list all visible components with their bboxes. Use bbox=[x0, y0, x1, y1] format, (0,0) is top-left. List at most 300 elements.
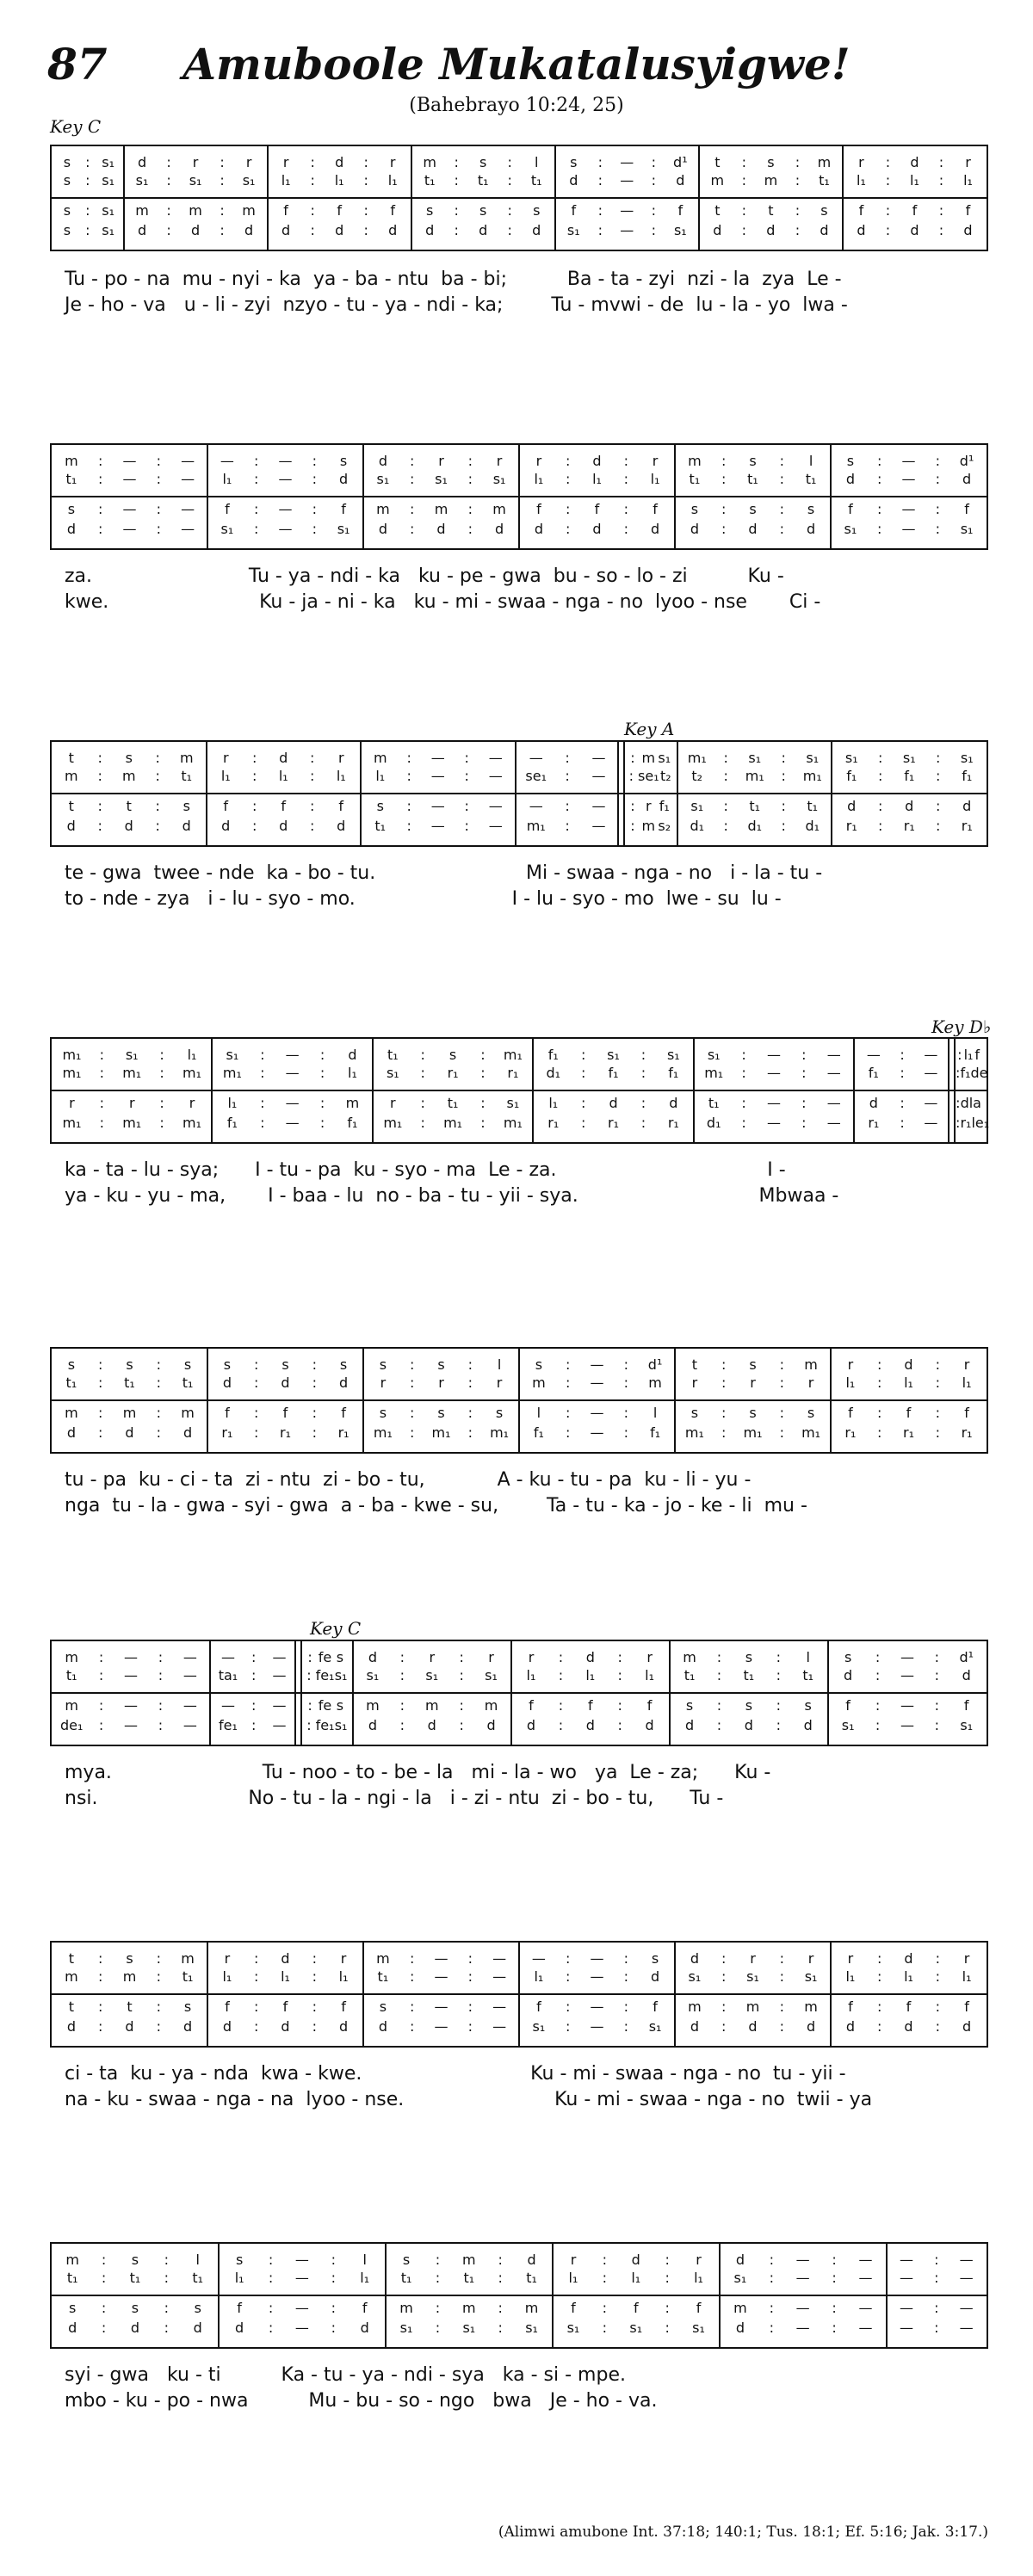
solfa-note: l bbox=[362, 2252, 367, 2268]
lyric-line: mya. Tu - noo - to - be - la mi - la - wo ya Le - za; Ku - bbox=[65, 1762, 771, 1783]
solfa-note: : bbox=[99, 1065, 105, 1081]
solfa-note: : bbox=[464, 750, 469, 766]
solfa-voice-line bbox=[832, 797, 987, 816]
solfa-note: : bbox=[741, 222, 747, 238]
solfa-note: l bbox=[497, 1356, 502, 1373]
solfa-note: m bbox=[65, 1649, 78, 1665]
solfa-voice-line bbox=[212, 1064, 372, 1083]
solfa-voice-line bbox=[670, 1716, 828, 1735]
solfa-note: : bbox=[779, 1356, 784, 1373]
solfa-note: m bbox=[710, 172, 725, 188]
solfa-note: l₁ bbox=[360, 2270, 370, 2286]
solfa-note: d bbox=[339, 471, 349, 487]
solfa-note: : bbox=[498, 2300, 503, 2316]
solfa-note: d bbox=[735, 2320, 745, 2336]
solfa-voice-line bbox=[831, 1998, 987, 2017]
solfa-note: : bbox=[956, 1065, 961, 1081]
solfa-note: — bbox=[278, 453, 293, 469]
solfa-note: d bbox=[820, 222, 829, 238]
solfa-note: — bbox=[488, 750, 503, 766]
solfa-voice-line bbox=[373, 1064, 533, 1083]
solfa-note: d bbox=[534, 521, 543, 537]
solfa-note: : bbox=[623, 2018, 628, 2035]
solfa-note: : bbox=[877, 2018, 882, 2035]
solfa-voice-line bbox=[52, 1404, 207, 1423]
solfa-note: m bbox=[804, 1356, 818, 1373]
solfa-note: l bbox=[806, 1649, 810, 1665]
music-staff bbox=[50, 1037, 988, 1144]
solfa-voice-line bbox=[210, 1716, 297, 1735]
solfa-note: : bbox=[779, 1374, 784, 1391]
solfa-note: : bbox=[98, 1649, 104, 1665]
solfa-note: s₁ bbox=[386, 1065, 399, 1081]
solfa-voice-line bbox=[828, 1696, 987, 1715]
solfa-note: — bbox=[182, 1717, 197, 1733]
solfa-note: : bbox=[617, 1649, 622, 1665]
solfa-note: d bbox=[766, 222, 776, 238]
solfa-note: — bbox=[590, 1950, 604, 1967]
solfa-note: s₁ bbox=[492, 471, 506, 487]
solfa-note: d bbox=[609, 1095, 618, 1111]
solfa-note: : bbox=[435, 2270, 441, 2286]
solfa-note: — bbox=[590, 1424, 604, 1441]
solfa-note: : bbox=[769, 2270, 774, 2286]
solfa-note: : bbox=[166, 172, 171, 188]
solfa-note: : bbox=[623, 501, 628, 517]
solfa-note: : bbox=[164, 2300, 170, 2316]
solfa-note: : bbox=[779, 521, 784, 537]
solfa-note: s bbox=[820, 202, 828, 219]
solfa-note: f₁ bbox=[846, 768, 857, 784]
solfa-note: : bbox=[252, 798, 257, 814]
solfa-note: : bbox=[97, 750, 102, 766]
solfa-note: : bbox=[312, 1356, 317, 1373]
solfa-note: : bbox=[410, 1405, 415, 1421]
solfa-note: : bbox=[565, 768, 570, 784]
solfa-note: — bbox=[900, 1717, 914, 1733]
solfa-note: : bbox=[801, 1095, 807, 1111]
solfa-voice-line bbox=[670, 1648, 828, 1667]
solfa-voice-line bbox=[675, 520, 831, 539]
solfa-note: — bbox=[294, 2300, 309, 2316]
solfa-note: m₁ bbox=[503, 1047, 523, 1063]
solfa-voice-line bbox=[519, 1404, 675, 1423]
solfa-voice-line bbox=[675, 1356, 831, 1374]
solfa-note: r bbox=[963, 1950, 970, 1967]
solfa-note: s bbox=[749, 453, 757, 469]
solfa-note: — bbox=[591, 768, 606, 784]
lyrics-block bbox=[65, 564, 986, 615]
solfa-note: s bbox=[690, 501, 699, 517]
solfa-note: : bbox=[406, 768, 411, 784]
solfa-note: : bbox=[435, 2252, 441, 2268]
solfa-note: : bbox=[617, 1697, 622, 1714]
solfa-note: — bbox=[529, 798, 543, 814]
solfa-note: d bbox=[221, 818, 231, 834]
solfa-note: — bbox=[590, 2018, 604, 2035]
solfa-note: — bbox=[826, 1047, 841, 1063]
solfa-note: s₁ bbox=[806, 750, 820, 766]
solfa-note: — bbox=[531, 1950, 546, 1967]
solfa-voice-line bbox=[411, 201, 555, 220]
solfa-note: s₁ bbox=[841, 1717, 855, 1733]
solfa-voice-line bbox=[831, 2017, 987, 2036]
solfa-note: : bbox=[565, 818, 570, 834]
solfa-note: m bbox=[376, 1950, 390, 1967]
solfa-note: s₁ bbox=[532, 2018, 546, 2035]
solfa-note: : bbox=[480, 1065, 486, 1081]
solfa-note: — bbox=[430, 818, 445, 834]
solfa-voice-line bbox=[52, 201, 124, 220]
solfa-note: : bbox=[935, 1374, 940, 1391]
solfa-note: d₁ bbox=[690, 818, 705, 834]
solfa-note: : bbox=[741, 1115, 746, 1131]
solfa-note: — bbox=[826, 1065, 841, 1081]
solfa-voice-line bbox=[854, 1114, 950, 1133]
solfa-note: : bbox=[936, 798, 941, 814]
solfa-note: r bbox=[570, 2252, 577, 2268]
solfa-note: : bbox=[877, 471, 882, 487]
solfa-note: : bbox=[623, 453, 628, 469]
solfa-note: f₁ bbox=[960, 1065, 971, 1081]
solfa-note: s bbox=[126, 1950, 133, 1967]
solfa-note: : bbox=[410, 453, 415, 469]
solfa-voice-line bbox=[843, 221, 987, 240]
solfa-voice-line bbox=[677, 767, 832, 786]
solfa-note: : bbox=[651, 222, 657, 238]
solfa-note: : bbox=[159, 1047, 164, 1063]
solfa-voice-line bbox=[207, 1424, 363, 1442]
solfa-note: : bbox=[98, 2018, 103, 2035]
solfa-note: : bbox=[936, 818, 941, 834]
solfa-note: se₁ bbox=[638, 768, 659, 784]
solfa-note: : bbox=[101, 2270, 107, 2286]
solfa-note: m bbox=[492, 501, 506, 517]
solfa-note: : bbox=[956, 1115, 961, 1131]
solfa-note: s₁ bbox=[844, 750, 858, 766]
staff-divider bbox=[52, 2295, 987, 2296]
solfa-note: f bbox=[963, 1697, 969, 1714]
solfa-note: f bbox=[281, 798, 287, 814]
solfa-note: : bbox=[566, 2018, 571, 2035]
solfa-note: : bbox=[85, 154, 90, 170]
solfa-note: l₁ bbox=[962, 1374, 972, 1391]
solfa-note: r bbox=[282, 154, 289, 170]
solfa-note: — bbox=[620, 222, 634, 238]
solfa-note: f bbox=[282, 1998, 288, 2015]
solfa-note: r bbox=[496, 453, 503, 469]
solfa-voice-line bbox=[831, 1968, 987, 1986]
solfa-note: s₁ bbox=[189, 172, 202, 188]
solfa-note: l₁ bbox=[904, 1374, 913, 1391]
solfa-note: l₁ bbox=[845, 1968, 856, 1985]
solfa-note: : bbox=[467, 521, 473, 537]
solfa-note: : bbox=[254, 521, 259, 537]
solfa-voice-line bbox=[207, 500, 363, 519]
solfa-note: l₁ bbox=[857, 172, 866, 188]
solfa-voice-line bbox=[854, 1094, 950, 1113]
solfa-note: : bbox=[158, 1649, 164, 1665]
solfa-voice-line bbox=[950, 1046, 987, 1065]
solfa-note: fe bbox=[318, 1649, 332, 1665]
solfa-note: m bbox=[65, 453, 78, 469]
solfa-note: : bbox=[665, 2320, 670, 2336]
solfa-note: : bbox=[166, 202, 171, 219]
solfa-note: : bbox=[716, 1649, 722, 1665]
solfa-note: : bbox=[779, 1405, 784, 1421]
solfa-voice-line bbox=[353, 1696, 511, 1715]
solfa-note: l bbox=[808, 453, 813, 469]
solfa-voice-line bbox=[52, 2017, 207, 2036]
solfa-voice-line bbox=[516, 817, 620, 836]
solfa-note: m bbox=[181, 1405, 195, 1421]
solfa-note: l₁ bbox=[904, 1968, 913, 1985]
solfa-voice-line bbox=[831, 520, 987, 539]
solfa-note: — bbox=[492, 1950, 507, 1967]
solfa-note: : bbox=[597, 154, 603, 170]
solfa-note: : bbox=[651, 154, 657, 170]
solfa-note: : bbox=[435, 2320, 441, 2336]
solfa-note: s bbox=[182, 798, 190, 814]
solfa-note: d bbox=[125, 1424, 134, 1441]
solfa-note: t bbox=[126, 798, 132, 814]
solfa-note: s bbox=[183, 1356, 192, 1373]
solfa-voice-line bbox=[519, 520, 675, 539]
solfa-note: : bbox=[640, 1047, 646, 1063]
solfa-note: : bbox=[769, 2320, 774, 2336]
solfa-note: r bbox=[807, 1374, 814, 1391]
solfa-note: : bbox=[467, 453, 473, 469]
solfa-note: — bbox=[182, 1697, 197, 1714]
solfa-voice-line bbox=[212, 1046, 372, 1065]
solfa-voice-line bbox=[361, 767, 516, 786]
solfa-voice-line bbox=[675, 470, 831, 489]
solfa-note: r bbox=[807, 1950, 814, 1967]
solfa-note: s bbox=[807, 1405, 815, 1421]
solfa-voice-line bbox=[828, 1666, 987, 1685]
solfa-voice-line bbox=[361, 749, 516, 768]
solfa-note: : bbox=[164, 2252, 170, 2268]
solfa-note: d bbox=[904, 2018, 913, 2035]
solfa-note: m₁ bbox=[373, 1424, 393, 1441]
solfa-note: : bbox=[310, 172, 315, 188]
solfa-note: t bbox=[768, 202, 774, 219]
solfa-note: t₁ bbox=[65, 471, 77, 487]
solfa-note: d bbox=[713, 222, 722, 238]
solfa-note: : bbox=[630, 798, 635, 814]
solfa-note: : bbox=[565, 750, 570, 766]
solfa-note: : bbox=[331, 2300, 336, 2316]
solfa-note: l₁ bbox=[650, 471, 660, 487]
solfa-note: l₁ bbox=[387, 172, 398, 188]
solfa-note: : bbox=[566, 1374, 571, 1391]
solfa-note: d bbox=[378, 2018, 387, 2035]
solfa-note: f bbox=[571, 202, 577, 219]
solfa-note: — bbox=[430, 750, 445, 766]
solfa-note: : bbox=[98, 1374, 103, 1391]
solfa-note: r₁ bbox=[337, 1424, 349, 1441]
lyrics-block bbox=[65, 1467, 986, 1519]
solfa-note: d bbox=[335, 154, 344, 170]
solfa-note: d bbox=[845, 471, 855, 487]
solfa-note: d bbox=[592, 453, 602, 469]
solfa-note: s₁ bbox=[220, 521, 234, 537]
solfa-note: : bbox=[101, 2252, 107, 2268]
solfa-voice-line bbox=[52, 2269, 219, 2288]
solfa-note: t₁ bbox=[387, 1047, 399, 1063]
lyric-line: ci - ta ku - ya - nda kwa - kwe. Ku - mi - swaa - nga - no tu - yii - bbox=[65, 2063, 846, 2085]
solfa-note: : bbox=[885, 222, 891, 238]
solfa-voice-line bbox=[519, 1356, 675, 1374]
solfa-note: — bbox=[795, 2270, 810, 2286]
solfa-voice-line bbox=[207, 767, 362, 786]
solfa-note: s₁ bbox=[337, 521, 350, 537]
solfa-note: f bbox=[341, 501, 346, 517]
solfa-note: : bbox=[220, 222, 225, 238]
solfa-note: s₁ bbox=[804, 1968, 818, 1985]
solfa-note: t₁ bbox=[805, 471, 817, 487]
solfa-note: f₁ bbox=[868, 1065, 879, 1081]
solfa-note: t bbox=[68, 750, 74, 766]
solfa-note: d bbox=[651, 1968, 660, 1985]
solfa-note: — bbox=[181, 471, 195, 487]
solfa-note: : bbox=[721, 501, 727, 517]
solfa-note: l bbox=[535, 154, 539, 170]
solfa-note: : bbox=[312, 2018, 317, 2035]
solfa-note: : bbox=[877, 1950, 882, 1967]
solfa-note: m bbox=[804, 1998, 818, 2015]
solfa-note: r bbox=[750, 1950, 756, 1967]
solfa-note: : bbox=[467, 1424, 473, 1441]
solfa-note: d₁ bbox=[805, 818, 820, 834]
solfa-note: s₁ bbox=[525, 2320, 538, 2336]
solfa-note: — bbox=[591, 798, 606, 814]
solfa-note: t₁ bbox=[424, 172, 436, 188]
solfa-note: s bbox=[749, 501, 757, 517]
solfa-note: : bbox=[331, 2270, 336, 2286]
solfa-note: d bbox=[744, 1717, 753, 1733]
solfa-note: le₁ bbox=[971, 1115, 990, 1131]
solfa-note: — bbox=[924, 1065, 938, 1081]
staff-divider bbox=[52, 1692, 987, 1694]
solfa-note: s bbox=[533, 202, 541, 219]
solfa-note: f bbox=[529, 1697, 534, 1714]
solfa-note: : bbox=[155, 768, 160, 784]
solfa-voice-line bbox=[363, 1424, 519, 1442]
solfa-note: : bbox=[602, 2300, 608, 2316]
solfa-voice-line bbox=[297, 1696, 352, 1715]
solfa-note: l₁ bbox=[281, 172, 291, 188]
solfa-note: s bbox=[745, 1649, 753, 1665]
solfa-note: : bbox=[220, 202, 225, 219]
solfa-note: : bbox=[877, 1405, 882, 1421]
solfa-voice-line bbox=[52, 1356, 207, 1374]
solfa-note: f bbox=[282, 1405, 288, 1421]
solfa-note: : bbox=[558, 1649, 564, 1665]
solfa-note: — bbox=[590, 1356, 604, 1373]
solfa-note: l₁ bbox=[222, 471, 232, 487]
solfa-note: s bbox=[570, 154, 578, 170]
solfa-voice-line bbox=[207, 470, 363, 489]
solfa-note: : bbox=[935, 1356, 940, 1373]
solfa-note: : bbox=[779, 1998, 784, 2015]
solfa-note: — bbox=[488, 818, 503, 834]
solfa-note: d₁ bbox=[747, 818, 763, 834]
solfa-note: : bbox=[399, 1717, 405, 1733]
solfa-note: d bbox=[669, 1095, 678, 1111]
solfa-note: s₁ bbox=[748, 750, 762, 766]
solfa-note: : bbox=[164, 2320, 170, 2336]
solfa-note: : bbox=[900, 1115, 905, 1131]
solfa-note: t₁ bbox=[192, 2270, 204, 2286]
solfa-note: f bbox=[845, 1697, 851, 1714]
solfa-note: d¹ bbox=[959, 453, 974, 469]
solfa-voice-line bbox=[677, 817, 832, 836]
solfa-note: d bbox=[339, 1374, 349, 1391]
solfa-note: — bbox=[181, 501, 195, 517]
solfa-note: : bbox=[801, 1047, 807, 1063]
solfa-note: : bbox=[741, 1047, 746, 1063]
solfa-note: : bbox=[566, 1998, 571, 2015]
solfa-voice-line bbox=[675, 1998, 831, 2017]
solfa-note: m bbox=[423, 154, 436, 170]
solfa-note: d bbox=[436, 521, 446, 537]
solfa-note: r bbox=[389, 154, 396, 170]
solfa-voice-line bbox=[386, 2299, 553, 2318]
solfa-note: : bbox=[877, 1424, 882, 1441]
solfa-note: fe₁ bbox=[315, 1717, 335, 1733]
solfa-note: : bbox=[260, 1115, 265, 1131]
solfa-note: : bbox=[721, 1968, 727, 1985]
solfa-note: f bbox=[906, 1405, 912, 1421]
solfa-note: d bbox=[844, 1667, 853, 1683]
solfa-note: : bbox=[306, 1667, 312, 1683]
solfa-note: l₁ bbox=[338, 1968, 349, 1985]
solfa-voice-line bbox=[950, 1064, 987, 1083]
solfa-note: : bbox=[156, 2018, 161, 2035]
solfa-note: : bbox=[260, 1065, 265, 1081]
solfa-note: s bbox=[437, 1405, 445, 1421]
key-label: Key C bbox=[310, 1618, 362, 1639]
solfa-note: l₁ bbox=[334, 172, 344, 188]
solfa-note: r bbox=[192, 154, 199, 170]
solfa-voice-line bbox=[831, 1404, 987, 1423]
solfa-note: l₁ bbox=[963, 1047, 974, 1063]
solfa-note: : bbox=[623, 1405, 628, 1421]
solfa-note: r bbox=[847, 1950, 854, 1967]
solfa-note: d bbox=[532, 222, 541, 238]
solfa-note: m bbox=[181, 1950, 195, 1967]
solfa-note: r bbox=[847, 1356, 854, 1373]
solfa-note: : bbox=[885, 172, 891, 188]
solfa-note: s bbox=[807, 501, 815, 517]
solfa-note: d bbox=[183, 1424, 193, 1441]
solfa-note: t₁ bbox=[66, 2270, 78, 2286]
solfa-note: m bbox=[373, 750, 387, 766]
solfa-note: : bbox=[935, 501, 940, 517]
solfa-note: m bbox=[648, 1374, 662, 1391]
solfa-note: — bbox=[492, 1968, 507, 1985]
solfa-note: la bbox=[968, 1095, 981, 1111]
solfa-note: : bbox=[306, 1717, 312, 1733]
solfa-note: : bbox=[156, 521, 161, 537]
solfa-note: : bbox=[459, 1649, 464, 1665]
solfa-note: : bbox=[779, 2018, 784, 2035]
lyrics-block bbox=[65, 861, 986, 912]
solfa-note: : bbox=[956, 1095, 961, 1111]
solfa-note: r bbox=[438, 1374, 444, 1391]
solfa-voice-line bbox=[219, 2319, 386, 2338]
